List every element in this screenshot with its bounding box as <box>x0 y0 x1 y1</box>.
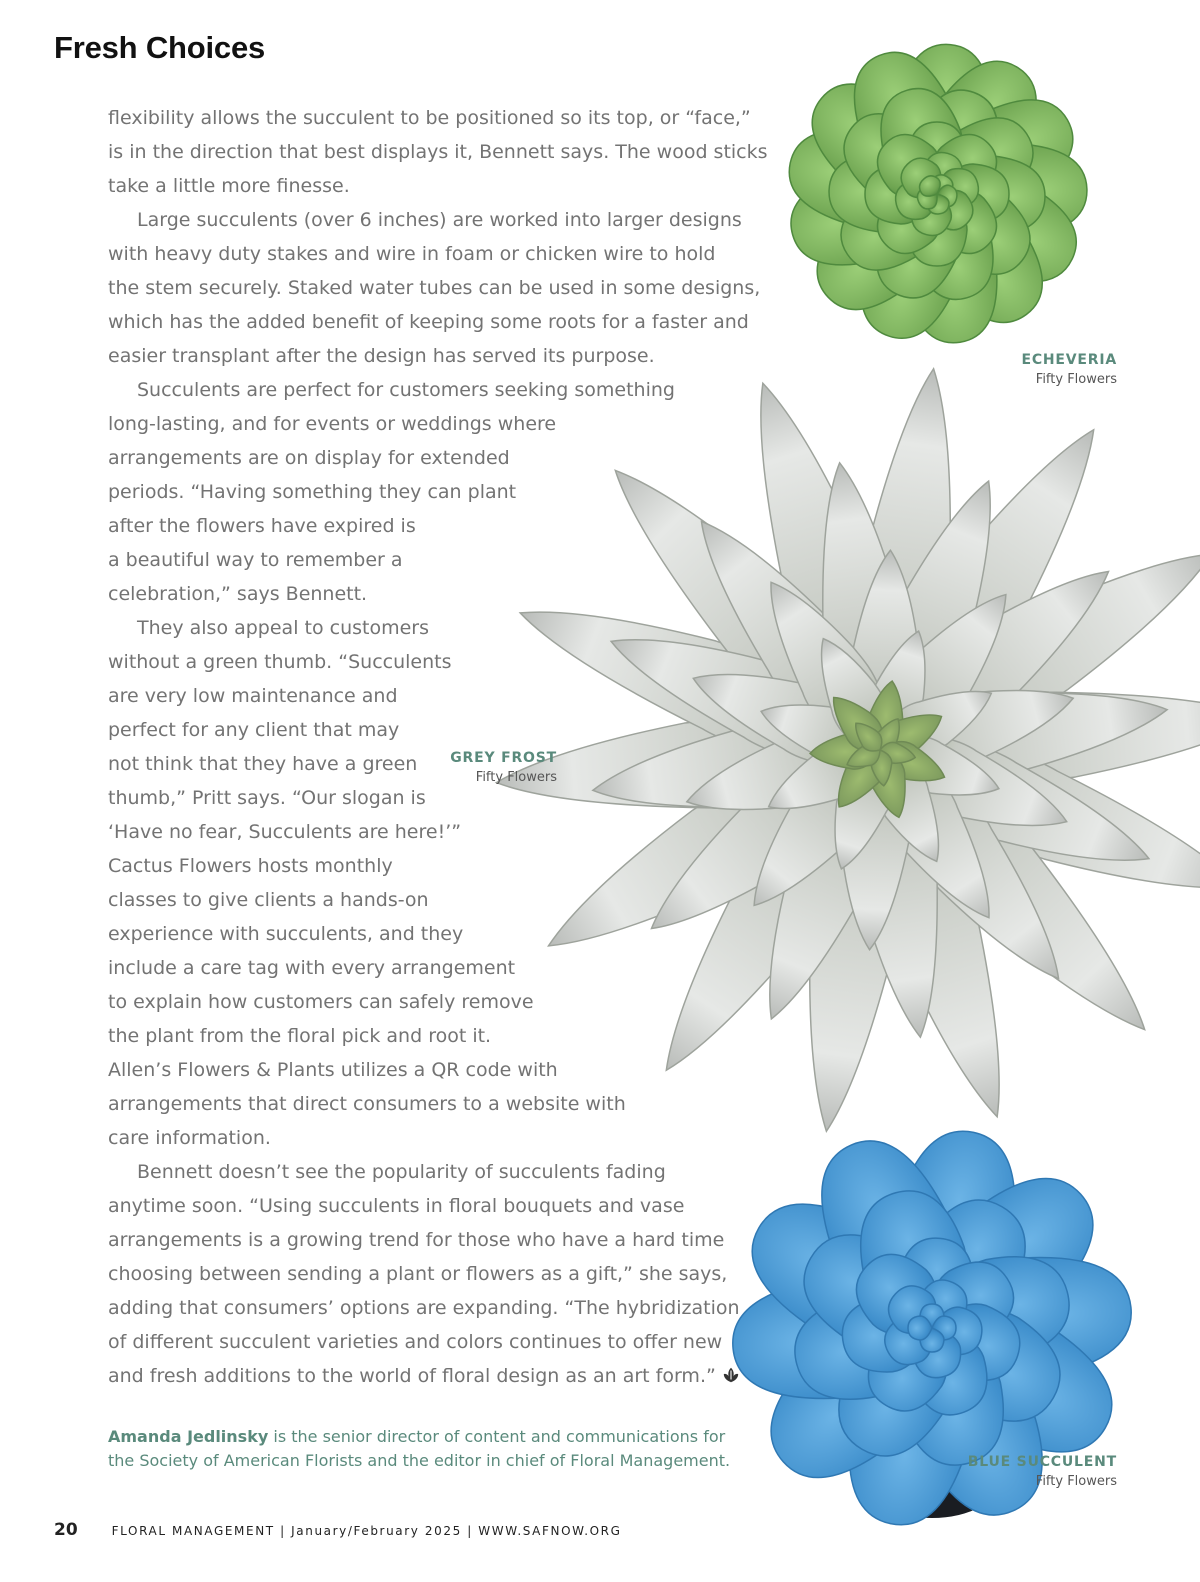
page-footer <box>54 1520 622 1540</box>
author-name: Amanda Jedlinsky <box>108 1427 269 1446</box>
paragraph-start: Bennett doesn’t see the popularity of succulents fading <box>137 1161 666 1183</box>
body-line: Allen’s Flowers & Plants utilizes a QR code with <box>108 1059 558 1081</box>
caption-grey-frost <box>450 748 557 788</box>
body-line: not think that they have a green <box>108 753 418 775</box>
body-line: include a care tag with every arrangement <box>108 957 516 979</box>
body-line: flexibility allows the succulent to be positioned so its top, or “face,” <box>108 107 751 129</box>
paragraph-start: Large succulents (over 6 inches) are worked into larger designs <box>137 209 742 231</box>
caption-name: BLUE SUCCULENT <box>967 1454 1117 1470</box>
body-line: easier transplant after the design has served its purpose. <box>108 345 655 367</box>
paragraph-start: They also appeal to customers <box>137 617 430 639</box>
body-line: arrangements are on display for extended <box>108 447 510 469</box>
bio-text: is the senior director of content and communications for <box>268 1427 726 1446</box>
body-line: Cactus Flowers hosts monthly <box>108 855 393 877</box>
body-line: which has the added benefit of keeping some roots for a faster and <box>108 311 749 333</box>
echeveria-image <box>777 34 1097 354</box>
body-line: ‘Have no fear, Succulents are here!’” <box>108 821 462 843</box>
body-line: choosing between sending a plant or flowers as a gift,” she says, <box>108 1263 728 1285</box>
body-line: to explain how customers can safely remove <box>108 991 534 1013</box>
body-line: periods. “Having something they can plant <box>108 481 517 503</box>
body-line: arrangements is a growing trend for those who have a hard time <box>108 1229 725 1251</box>
body-line: of different succulent varieties and colors continues to offer new <box>108 1331 723 1353</box>
body-line: care information. <box>108 1127 271 1149</box>
body-line: arrangements that direct consumers to a website with <box>108 1093 626 1115</box>
author-bio <box>108 1425 748 1473</box>
body-line: anytime soon. “Using succulents in floral bouquets and vase <box>108 1195 685 1217</box>
body-line: thumb,” Pritt says. “Our slogan is <box>108 787 426 809</box>
caption-blue-succulent <box>968 1452 1117 1492</box>
saf-flower-icon <box>722 1366 740 1384</box>
body-line: adding that consumers’ options are expanding. “The hybridization <box>108 1297 740 1319</box>
body-line: take a little more finesse. <box>108 175 350 197</box>
body-line: a beautiful way to remember a <box>108 549 403 571</box>
paragraph-start: Succulents are perfect for customers seeking something <box>137 379 675 401</box>
caption-name: GREY FROST <box>450 750 557 766</box>
body-line-last <box>108 1359 748 1393</box>
caption-credit: Fifty Flowers <box>1035 1474 1117 1489</box>
caption-credit: Fifty Flowers <box>1035 372 1117 387</box>
page-number: 20 <box>54 1520 78 1540</box>
publication-info: FLORAL MANAGEMENT | January/February 2025 | WWW.SAFNOW.ORG <box>111 1524 622 1538</box>
body-line: after the flowers have expired is <box>108 515 416 537</box>
bio-line: the Society of American Florists and the editor in chief of Floral Management. <box>108 1451 731 1470</box>
caption-credit: Fifty Flowers <box>475 770 557 785</box>
body-line: the stem securely. Staked water tubes can be used in some designs, <box>108 277 761 299</box>
body-line: are very low maintenance and <box>108 685 398 707</box>
body-line: perfect for any client that may <box>108 719 400 741</box>
caption-name: ECHEVERIA <box>1021 352 1117 368</box>
bio-line <box>108 1425 748 1449</box>
body-line: experience with succulents, and they <box>108 923 464 945</box>
section-title: Fresh Choices <box>54 30 266 65</box>
body-line-text: and fresh additions to the world of floral design as an art form.” <box>108 1365 716 1387</box>
body-line: classes to give clients a hands-on <box>108 889 429 911</box>
body-line: without a green thumb. “Succulents <box>108 651 452 673</box>
caption-echeveria <box>1021 350 1117 390</box>
body-line: celebration,” says Bennett. <box>108 583 368 605</box>
body-line: with heavy duty stakes and wire in foam or chicken wire to hold <box>108 243 716 265</box>
body-line: the plant from the floral pick and root it. <box>108 1025 492 1047</box>
body-line: is in the direction that best displays it, Bennett says. The wood sticks <box>108 141 768 163</box>
body-line: long-lasting, and for events or weddings where <box>108 413 557 435</box>
article-body <box>108 101 768 1393</box>
